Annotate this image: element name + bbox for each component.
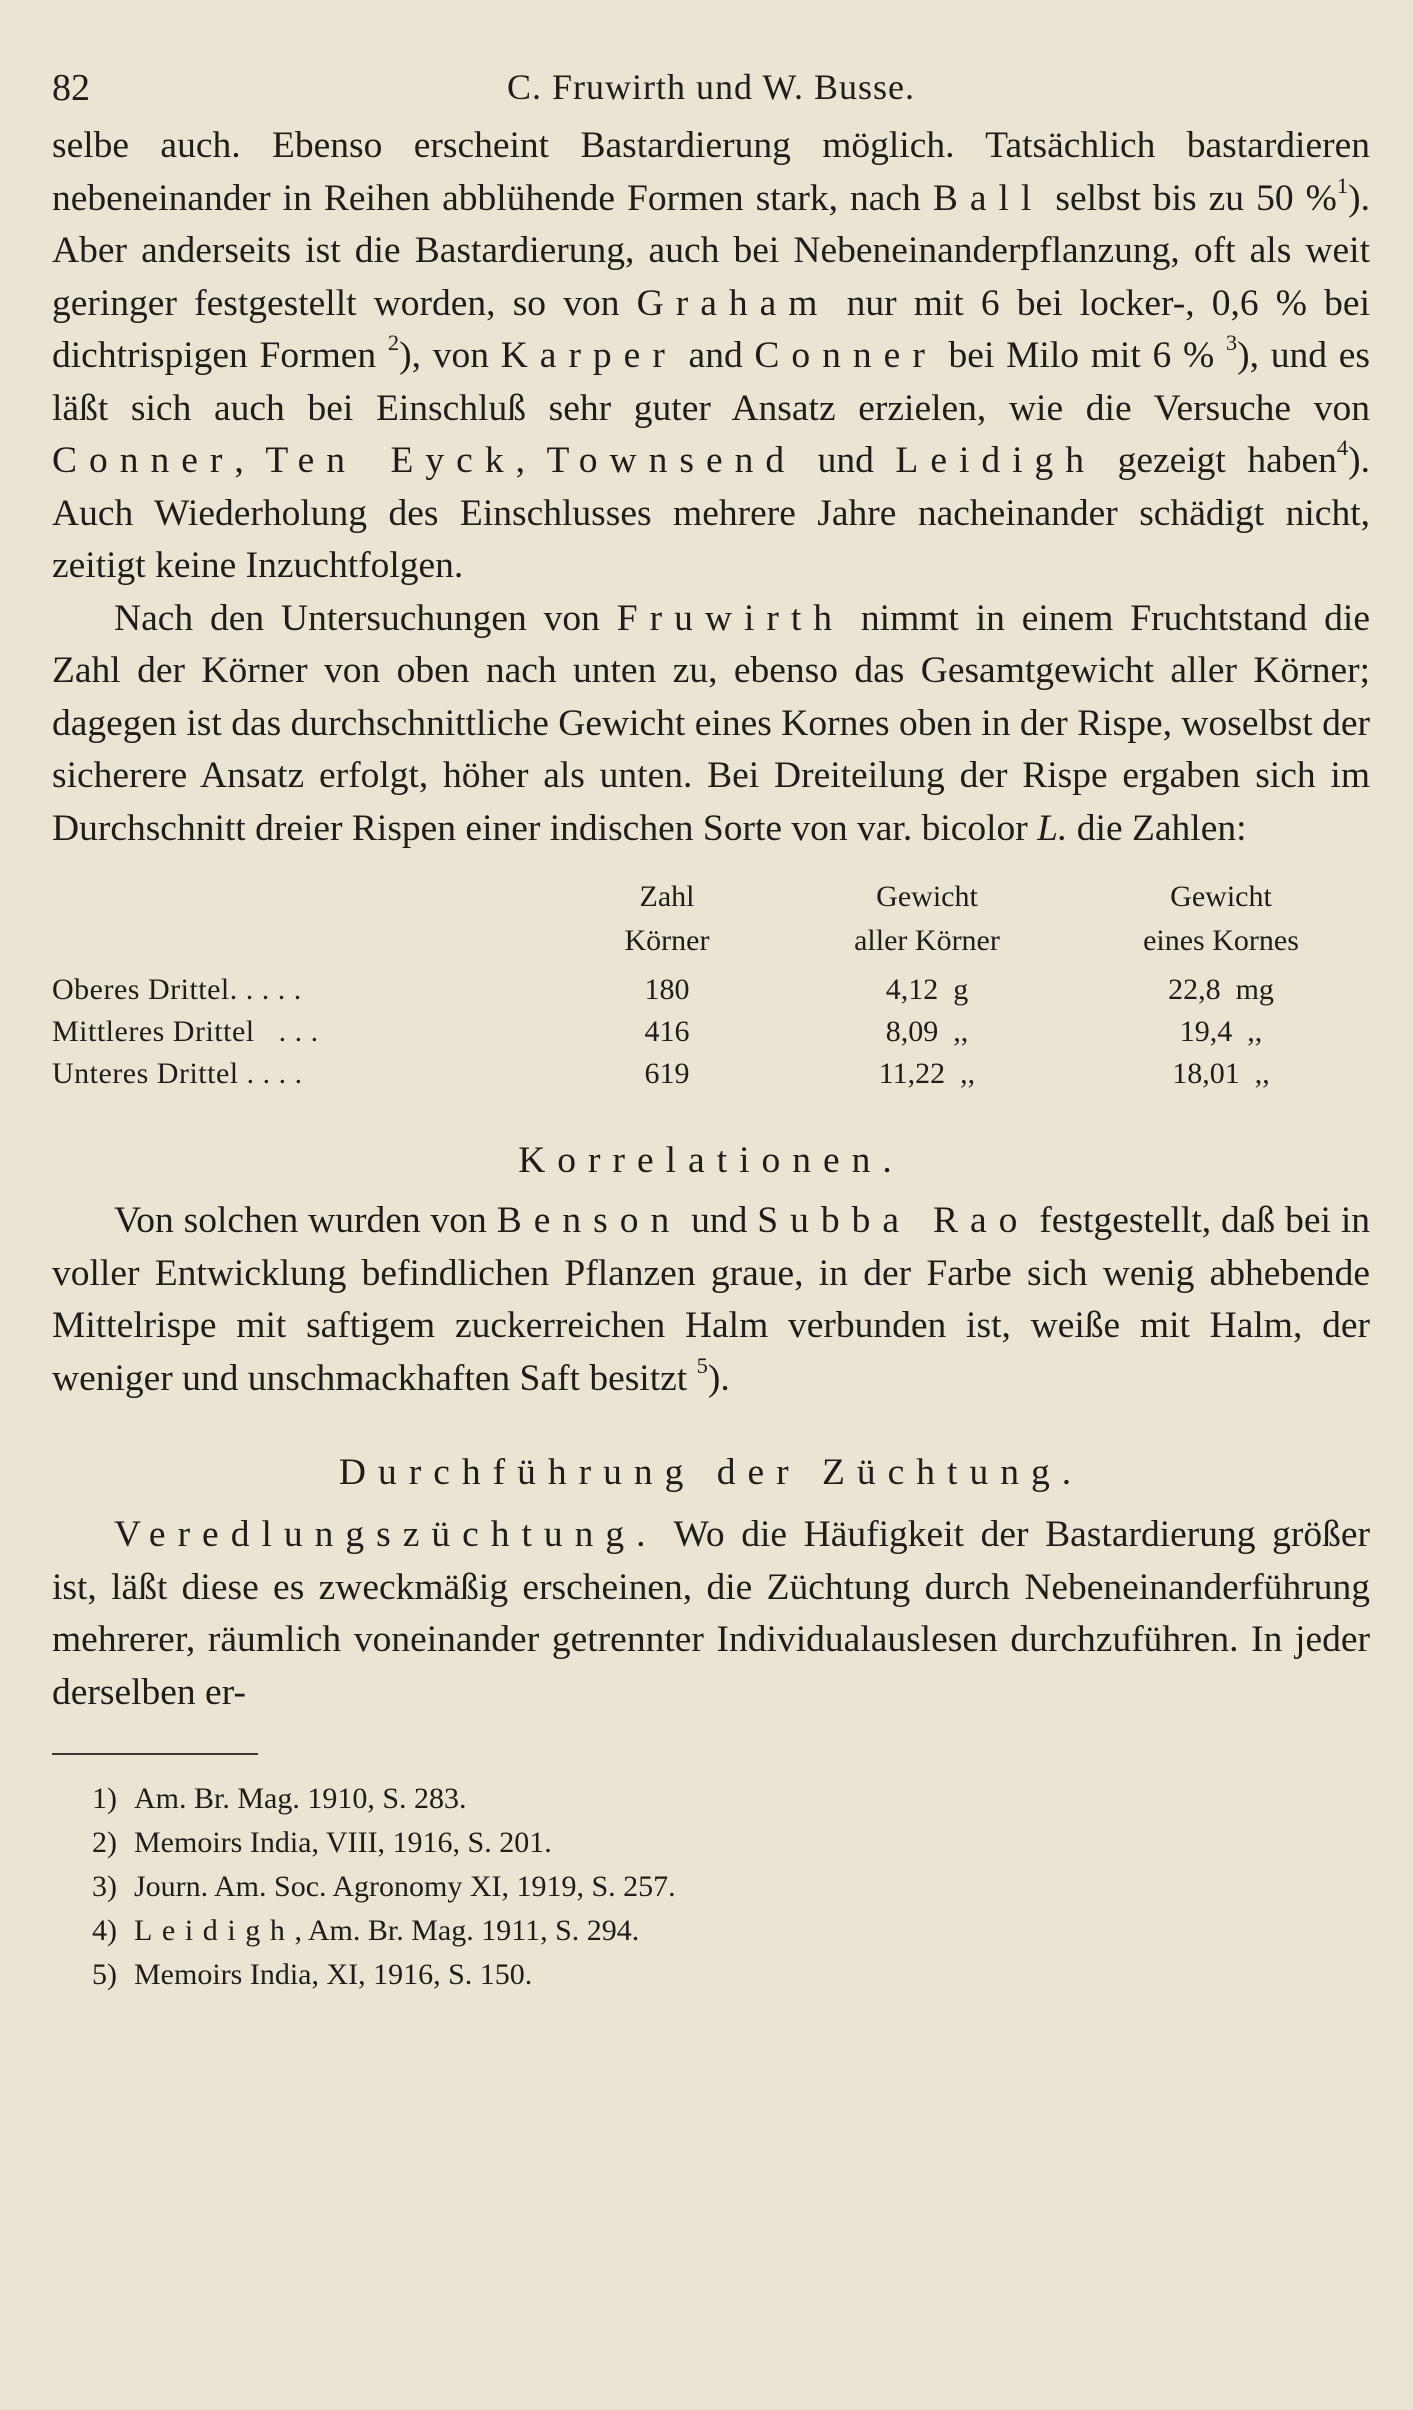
footnote-mark: 4) [92, 1914, 117, 1947]
text-run: Wo die Häufigkeit der Bastardierung größer ist, läßt diese es zweckmäßig erscheinen, die Züchtung durch Nebeneinanderführung mehrerer, räumlich voneinander getrennter Individualauslesen durchzuführen. In jeder derselben er- [52, 1514, 1370, 1713]
footnote-ref: 4 [1336, 435, 1349, 461]
footnote-text: , Am. Br. Mag. 1911, S. 294. [294, 1914, 640, 1947]
column-header-line: Zahl [639, 880, 695, 913]
text-run: die Zahlen: [1067, 807, 1247, 849]
footnote-mark: 1) [92, 1782, 117, 1815]
author-name: Graham [636, 282, 830, 324]
footnote-text: Memoirs India, VIII, 1916, S. 201. [134, 1826, 552, 1859]
text-run: ). [707, 1357, 730, 1399]
author-name: Townsend [546, 440, 797, 481]
table-cell: 19,4 ,, [1179, 1015, 1263, 1048]
row-label: Oberes Drittel. . . . . [52, 973, 302, 1006]
table-row [52, 969, 1370, 1011]
text-run: and [676, 335, 755, 376]
footnote-ref: 3 [1225, 330, 1238, 356]
column-header-line: eines Kornes [1143, 924, 1299, 957]
row-label: Mittleres Drittel . . . [52, 1015, 319, 1048]
table-corner [52, 875, 552, 963]
table-cell: 4,12 g [885, 973, 969, 1006]
table-cell: 22,8 mg [1168, 973, 1274, 1006]
column-header-line: Gewicht [1170, 880, 1272, 913]
footnote-mark: 2) [92, 1826, 117, 1859]
author-name: Conner [52, 440, 235, 481]
text-run: ), und es läßt sich auch bei Einschluß sehr guter Ansatz erzielen, wie die Versuche von [52, 335, 1370, 429]
footnote-mark: 5) [92, 1958, 117, 1991]
page-header [52, 58, 1370, 120]
text-run: festgestellt, daß bei in voller Entwicklung befindlichen Pflanzen graue, in der Farbe sich wenig abhebende Mittelrispe mit saftigem zuckerreichen Halm verbunden ist, weiße mit Halm, der weniger und unschmackhaften Saft besitzt [52, 1200, 1371, 1399]
footnote [92, 1865, 1370, 1909]
footnote-ref: 1 [1336, 172, 1349, 198]
table-cell: 8,09 ,, [885, 1015, 969, 1048]
table-cell: 11,22 ,, [878, 1057, 976, 1090]
column-header [552, 875, 782, 963]
column-header-line: Gewicht [876, 880, 978, 913]
text-run: gezeigt haben [1096, 440, 1337, 481]
text-run: ). Aber anderseits ist die Bastardierung, auch bei Nebeneinanderpflanzung, oft als weit geringer festgestellt worden, so von [52, 177, 1370, 324]
footnote-ref: 2 [387, 330, 400, 356]
footnote [92, 1821, 1370, 1865]
author-name: Subba Rao [757, 1200, 1030, 1241]
page-number: 82 [52, 67, 90, 109]
footnote-ref: 5 [696, 1352, 708, 1378]
text-run: bei Milo mit 6 % [936, 335, 1226, 376]
table-cell: 619 [644, 1057, 690, 1090]
table-header-row [52, 875, 1370, 963]
text-run: und [796, 440, 896, 481]
paragraph-bastardierung [52, 120, 1370, 593]
footnote-mark: 3) [92, 1870, 117, 1903]
footnote-author: Leidigh [134, 1914, 295, 1947]
text-run: , [515, 440, 547, 481]
footnote-divider [52, 1753, 258, 1755]
footnote [92, 1953, 1370, 1997]
column-header [782, 875, 1072, 963]
paragraph-veredlung [52, 1509, 1370, 1719]
author-name: Ball [932, 177, 1044, 219]
footnote [92, 1777, 1370, 1821]
author-name: Benson [496, 1200, 682, 1241]
row-label: Unteres Drittel . . . . [52, 1057, 303, 1090]
section-heading-korrelationen: Korrelationen. [518, 1140, 904, 1181]
table-cell: 180 [644, 973, 690, 1006]
column-header [1072, 875, 1370, 963]
subsection-lead: Veredlungszüchtung. [114, 1514, 658, 1555]
author-name: Karper [500, 335, 677, 376]
paragraph-korrelationen [52, 1195, 1370, 1405]
table-row [52, 1053, 1370, 1095]
text-run: und [681, 1200, 758, 1241]
table-cell: 416 [644, 1015, 690, 1048]
paragraph-fruchtstand [52, 593, 1370, 856]
text-run: nimmt in einem Fruchtstand die Zahl der Körner von oben nach unten zu, ebenso das Gesamtgewicht aller Körner; dagegen ist das durchschnittliche Gewicht eines Kornes oben in der Rispe, woselbst der sicherere Ansatz erfolgt, höher als unten. Bei Dreiteilung der Rispe ergaben sich im Durchschnitt dreier Rispen einer indischen Sorte von var. bicolor [52, 597, 1370, 849]
text-run: selbe auch. Ebenso erscheint Bastardierung möglich. Tatsächlich bastardieren nebeneinander in Reihen abblühende Formen stark, nach [52, 125, 1370, 219]
author-name: Leidigh [895, 440, 1097, 481]
column-header-line: Körner [624, 924, 710, 957]
text-run: selbst bis zu 50 % [1043, 177, 1337, 219]
column-header-line: aller Körner [854, 924, 1000, 957]
footnote-text: Memoirs India, XI, 1916, S. 150. [134, 1958, 533, 1991]
author-name: Ten Eyck [265, 440, 516, 481]
data-table [52, 875, 1370, 1095]
author-name: Fruwirth [616, 597, 845, 639]
footnote [92, 1909, 1370, 1953]
section-heading-zuechtung: Durchführung der Züchtung. [338, 1452, 1084, 1493]
table-cell: 18,01 ,, [1172, 1057, 1270, 1090]
text-run: ). Auch Wiederholung des Einschlusses mehrere Jahre nacheinander schädigt nicht, zeitigt keine Inzuchtfolgen. [52, 440, 1371, 586]
italic-abbrev: L. [1037, 807, 1068, 849]
text-run: nur mit 6 bei locker-, 0,6 % bei dichtrispigen Formen [52, 282, 1370, 376]
running-title: C. Fruwirth und W. Busse. [506, 67, 916, 107]
text-run: , [234, 440, 266, 481]
table-row [52, 1011, 1370, 1053]
table-body [52, 969, 1370, 1095]
footnote-text: Am. Br. Mag. 1910, S. 283. [134, 1782, 467, 1815]
book-page [52, 58, 1370, 1997]
text-run: ), von [399, 335, 501, 376]
footnotes [52, 1777, 1370, 1997]
text-run: Nach den Untersuchungen von [114, 597, 617, 639]
footnote-text: Journ. Am. Soc. Agronomy XI, 1919, S. 257. [134, 1870, 676, 1903]
author-name: Conner [754, 335, 937, 376]
text-run: Von solchen wurden von [114, 1200, 497, 1241]
